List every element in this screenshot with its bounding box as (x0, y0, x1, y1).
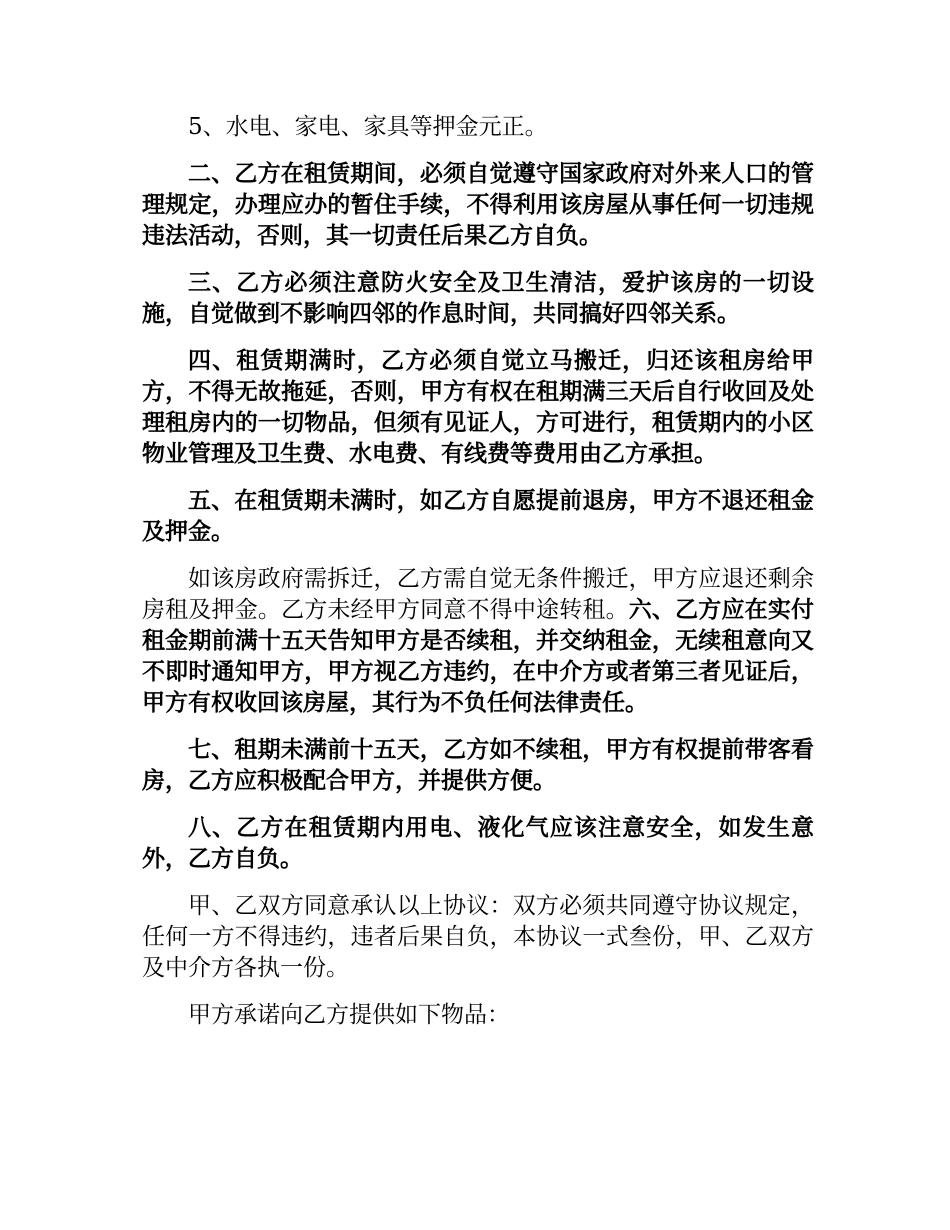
document-page (142, 112, 814, 1047)
paragraph-deposit-item-5: 5、水电、家电、家具等押金元正。 (188, 114, 548, 140)
paragraph-agreement: 甲、乙双方同意承认以上协议：双方必须共同遵守协议规定，任何一方不得违约，违者后果自负，本协议一式叁份，甲、乙双方及中介方各执一份。 (142, 893, 814, 981)
paragraph-clause-2: 二、乙方在租赁期间，必须自觉遵守国家政府对外来人口的管理规定，办理应办的暂住手续，不得利用该房屋从事任何一切违规违法活动，否则，其一切责任后果乙方自负。 (142, 161, 814, 249)
paragraph-clause-8: 八、乙方在租赁期内用电、液化气应该注意安全，如发生意外，乙方自负。 (142, 815, 814, 872)
clause-6-text: 六、乙方应在实付租金期前满十五天告知甲方是否续租，并交纳租金，无续租意向又不即时通知甲方，甲方视乙方违约，在中介方或者第三者见证后，甲方有权收回该房屋，其行为不负任何法律责任。 (142, 597, 815, 716)
demolition-text: 如该房政府需拆迁，乙方需自觉无条件搬迁，甲方应退还剩余房租及押金。乙方未经甲方同意不得中途转租。 (142, 566, 814, 623)
paragraph-items-intro: 甲方承诺向乙方提供如下物品： (188, 1002, 510, 1028)
paragraph-clause-4: 四、租赁期满时，乙方必须自觉立马搬迁，归还该租房给甲方，不得无故拖延，否则，甲方有权在租期满三天后自行收回及处理租房内的一切物品，但须有见证人，方可进行，租赁期内的小区物业管理及卫生费、水电费、有线费等费用由乙方承担。 (142, 348, 814, 467)
paragraph-clause-5: 五、在租赁期未满时，如乙方自愿提前退房，甲方不退还租金及押金。 (142, 488, 814, 545)
paragraph-clause-3: 三、乙方必须注意防火安全及卫生清洁，爱护该房的一切设施，自觉做到不影响四邻的作息时间，共同搞好四邻关系。 (142, 270, 814, 327)
paragraph-clause-5-continued (142, 564, 814, 719)
paragraph-clause-7: 七、租期未满前十五天，乙方如不续租，甲方有权提前带客看房，乙方应积极配合甲方，并提供方便。 (142, 737, 814, 794)
